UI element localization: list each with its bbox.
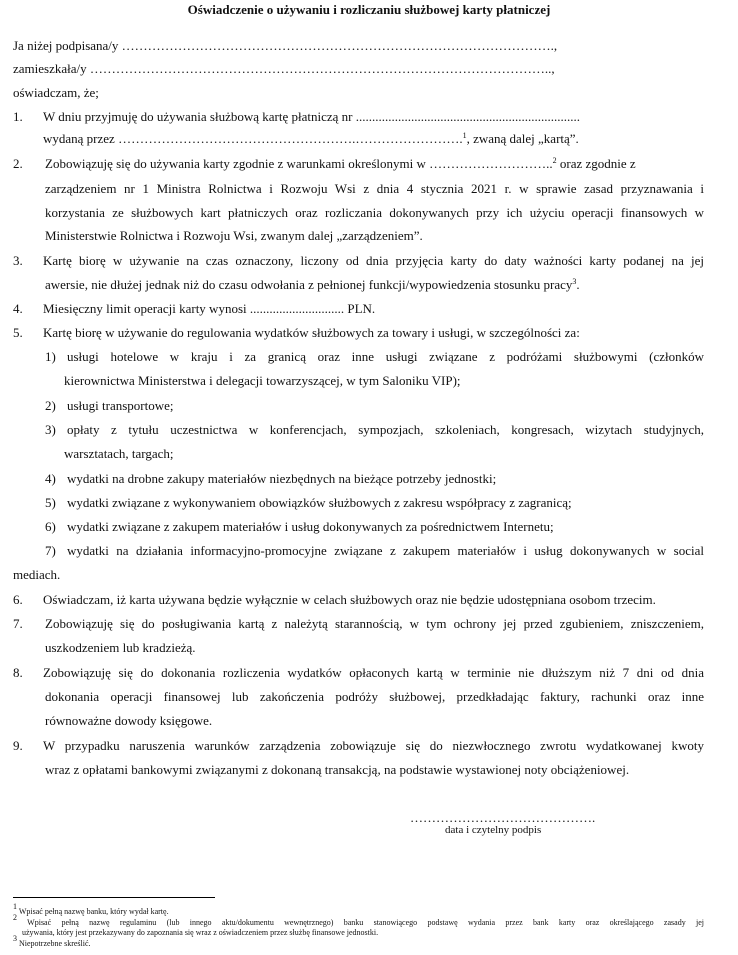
item-1-number: 1. xyxy=(13,109,23,124)
footnote-2-continuation: używania, który jest przekazywany do zapoznania się wraz z oświadczeniem przez służbę finansowe jednostki. xyxy=(22,928,379,937)
footnote-ref-2: 2 xyxy=(552,156,557,165)
item-1-line-2 xyxy=(43,130,579,147)
item-3-line-1: Kartę biorę w używanie na czas oznaczony, liczony od dnia przyjęcia karty do daty ważności karty podanej na jej xyxy=(43,253,704,268)
item-3-text-a: awersie, nie dłużej jednak niż do czasu odwołania z pełnionej funkcji/wypowiedzenia stosunku pracy xyxy=(45,277,573,292)
footnote-1-text: Wpisać pełną nazwę banku, który wydał kartę. xyxy=(18,907,169,916)
footnote-ref-3: 3 xyxy=(572,277,577,286)
sub-item-3-line-2: warsztatach, targach; xyxy=(64,446,174,461)
item-5-number: 5. xyxy=(13,325,23,340)
item-6-line-1: Oświadczam, iż karta używana będzie wyłącznie w celach służbowych oraz nie będzie udostępniana osobom trzecim. xyxy=(43,592,656,607)
item-5-line-1: Kartę biorę w używanie do regulowania wydatków służbowych za towary i usługi, w szczególności za: xyxy=(43,325,580,340)
item-4-number: 4. xyxy=(13,301,23,316)
sub-item-7-line-1: wydatki na działania informacyjno-promocyjne związane z zakupem materiałów i usług dokonywanych w social xyxy=(67,543,704,558)
footnote-3-text: Niepotrzebne skreślić. xyxy=(19,939,91,948)
sub-item-2-line-1: usługi transportowe; xyxy=(67,398,174,413)
item-1-bank-field: wydaną przez ……………………………………………….……………………. xyxy=(43,131,463,146)
sub-item-1-line-2: kierownictwa Ministerstwa i delegacji towarzyszącej, w tym Saloniku VIP); xyxy=(64,373,461,388)
item-2-text-b: oraz zgodnie z xyxy=(556,156,636,171)
item-7-number: 7. xyxy=(13,616,23,631)
sub-item-4-number: 4) xyxy=(45,471,56,486)
item-8-number: 8. xyxy=(13,665,23,680)
item-3-number: 3. xyxy=(13,253,23,268)
item-9-number: 9. xyxy=(13,738,23,753)
intro-name-line: Ja niżej podpisana/y ………………………………………………………………………………………., xyxy=(13,38,558,53)
sub-item-1-number: 1) xyxy=(45,349,56,364)
footnote-2-number: 2 xyxy=(13,913,17,922)
item-9-line-2: wraz z opłatami bankowymi związanymi z dokonaną transakcją, na podstawie wystawionej noty obciążeniowej. xyxy=(45,762,630,777)
footnote-2-text: Wpisać pełną nazwę regulaminu (lub innego aktu/dokumentu wewnętrznego) banku stanowiącego podstawę wydania przez bank karty oraz określającego zasady jej xyxy=(27,918,705,927)
footnote-1 xyxy=(13,902,169,917)
sub-item-5-number: 5) xyxy=(45,495,56,510)
sub-item-3-line-1: opłaty z tytułu uczestnictwa w konferencjach, sympozjach, szkoleniach, kongresach, wizytach studyjnych, xyxy=(67,422,704,437)
footnote-ref-1: 1 xyxy=(462,131,467,140)
item-8-line-3: równoważne dowody księgowe. xyxy=(45,713,213,728)
intro-declare-line: oświadczam, że; xyxy=(13,85,99,100)
signature-label: data i czytelny podpis xyxy=(445,824,542,836)
item-2-line-2: zarządzeniem nr 1 Ministra Rolnictwa i Rozwoju Wsi z dnia 4 stycznia 2021 r. w sprawie zasad przyznawania i xyxy=(45,181,704,196)
item-7-line-1: Zobowiązuję się do posługiwania kartą z należytą starannością, w tym ochrony jej przed zgubieniem, zniszczeniem, xyxy=(45,616,704,631)
item-2-text-a: Zobowiązuję się do używania karty zgodnie z warunkami określonymi w ……………………….. xyxy=(45,156,553,171)
item-7-line-2: uszkodzeniem lub kradzieżą. xyxy=(45,640,196,655)
item-1-line-1: W dniu przyjmuję do używania służbową kartę płatniczą nr ..................................................................... xyxy=(43,109,580,124)
item-2-line-3: korzystania ze służbowych kart płatniczych oraz rozliczania dokonywanych przy ich użyciu operacji finansowych w xyxy=(45,205,704,220)
item-1-suffix: , zwaną dalej „kartą”. xyxy=(466,131,579,146)
item-4-line-1: Miesięczny limit operacji karty wynosi ............................. PLN. xyxy=(43,301,376,316)
sub-item-5-line-1: wydatki związane z wykonywaniem obowiązków służbowych z zakresu współpracy z zagranicą; xyxy=(67,495,572,510)
sub-item-2-number: 2) xyxy=(45,398,56,413)
item-2-number: 2. xyxy=(13,156,23,171)
signature-dots: ……………………………………. xyxy=(410,810,596,825)
item-3-text-b: . xyxy=(576,277,580,292)
footnote-1-number: 1 xyxy=(13,902,17,911)
sub-item-1-line-1: usługi hotelowe w kraju i za granicą oraz inne usługi związane z podróżami służbowymi (członków xyxy=(67,349,704,364)
item-9-line-1: W przypadku naruszenia warunków zarządzenia zobowiązuje się do niezwłocznego zwrotu wydatkowanej kwoty xyxy=(43,738,704,753)
item-8-line-1: Zobowiązuję się do dokonania rozliczenia wydatków opłaconych kartą w terminie nie dłuższym niż 7 dni od dnia xyxy=(43,665,704,680)
item-2-line-1 xyxy=(45,155,636,172)
sub-item-7-line-2: mediach. xyxy=(13,567,61,582)
sub-item-6-line-1: wydatki związane z zakupem materiałów i usług dokonywanych za pośrednictwem Internetu; xyxy=(67,519,554,534)
footnote-separator xyxy=(13,897,215,898)
sub-item-3-number: 3) xyxy=(45,422,56,437)
item-8-line-2: dokonania operacji finansowej lub zakończenia podróży służbowej, przedkładając faktury, rachunki oraz inne xyxy=(45,689,704,704)
item-6-number: 6. xyxy=(13,592,23,607)
item-2-line-4: Ministerstwie Rolnictwa i Rozwoju Wsi, zwanym dalej „zarządzeniem”. xyxy=(45,228,423,243)
footnote-3 xyxy=(13,934,91,949)
sub-item-6-number: 6) xyxy=(45,519,56,534)
footnote-3-number: 3 xyxy=(13,934,17,943)
item-3-line-2 xyxy=(45,276,580,293)
intro-address-line: zamieszkała/y …………………………………………………………………………………………….., xyxy=(13,61,555,76)
sub-item-7-number: 7) xyxy=(45,543,56,558)
document-title: Oświadczenie o używaniu i rozliczaniu służbowej karty płatniczej xyxy=(187,2,551,17)
footnote-2 xyxy=(13,913,705,928)
sub-item-4-line-1: wydatki na drobne zakupy materiałów niezbędnych na bieżące potrzeby jednostki; xyxy=(67,471,497,486)
